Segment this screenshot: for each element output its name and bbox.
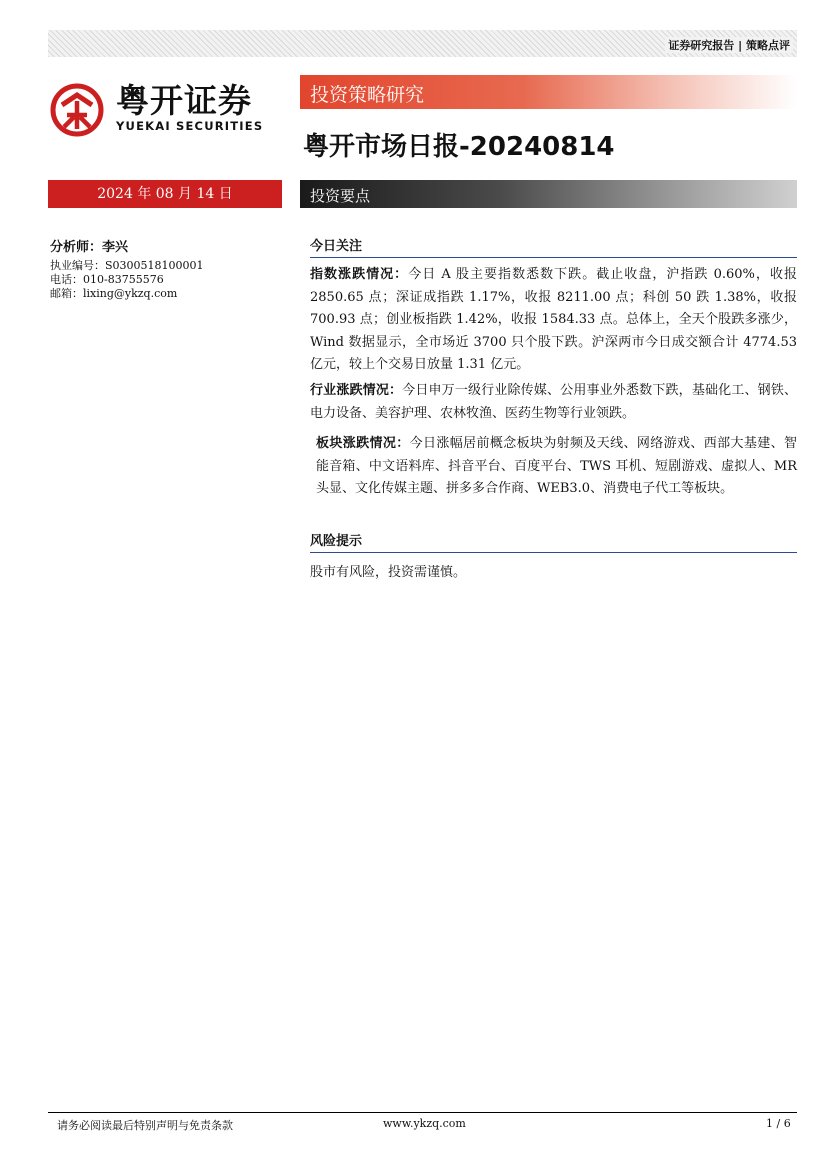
index-lead: 指数涨跌情况： — [310, 267, 409, 282]
yuekai-logo-icon — [50, 83, 104, 137]
sector-paragraph — [316, 433, 797, 501]
footer-divider — [48, 1112, 797, 1113]
section-risk: 风险提示 — [310, 530, 797, 553]
sector-lead: 板块涨跌情况： — [316, 436, 410, 451]
header-bar — [48, 30, 797, 57]
category-label: 投资策略研究 — [310, 84, 425, 106]
report-date: 2024 年 08 月 14 日 — [48, 180, 282, 208]
category-bar — [300, 75, 797, 109]
analyst-name: 分析师：李兴 — [50, 240, 129, 255]
analyst-email: 邮箱：lixing@ykzq.com — [50, 287, 178, 300]
analyst-license: 执业编号：S0300518100001 — [50, 259, 204, 272]
logo-chinese-name: 粤开证券 — [116, 81, 252, 120]
footer-page-number: 1 / 6 — [766, 1117, 791, 1130]
footer-disclaimer: 请务必阅读最后特别声明与免责条款 — [57, 1119, 233, 1132]
risk-text: 股市有风险，投资需谨慎。 — [310, 565, 467, 580]
footer-website[interactable]: www.ykzq.com — [383, 1117, 466, 1130]
keypoints-label: 投资要点 — [310, 187, 371, 205]
keypoints-bar — [300, 180, 797, 208]
company-logo — [50, 83, 282, 135]
section-today-focus: 今日关注 — [310, 235, 797, 258]
industry-paragraph — [310, 380, 797, 425]
index-text: 今日 A 股主要指数悉数下跌。截止收盘，沪指跌 0.60%，收报 2850.65 点；深证成指跌 1.17%，收报 8211.00 点；科创 50 跌 1.38%，收报 700.93 点；创业板指跌 1.42%，收报 1584.33 点。总体上，全天个股跌多涨少，Wind 数据显示，全市场近 3700 只个股下跌。沪深两市今日成交额合计 4774.53 亿元，较上个交易日放量 1.31 亿元。 — [310, 267, 797, 372]
industry-text: 今日申万一级行业除传媒、公用事业外悉数下跌，基础化工、钢铁、电力设备、美容护理、农林牧渔、医药生物等行业领跌。 — [310, 383, 797, 421]
index-paragraph — [310, 264, 797, 377]
report-type-label: 证券研究报告 | 策略点评 — [665, 37, 793, 53]
analyst-info — [50, 236, 204, 301]
sector-text: 今日涨幅居前概念板块为射频及天线、网络游戏、西部大基建、智能音箱、中文语料库、抖音平台、百度平台、TWS 耳机、短剧游戏、虚拟人、MR 头显、文化传媒主题、拼多多合作商、WEB3.0、消费电子代工等板块。 — [316, 436, 797, 496]
logo-english-name: YUEKAI SECURITIES — [116, 119, 264, 133]
industry-lead: 行业涨跌情况： — [310, 383, 403, 398]
analyst-phone: 电话：010-83755576 — [50, 273, 164, 286]
report-title: 粤开市场日报-20240814 — [303, 132, 615, 162]
